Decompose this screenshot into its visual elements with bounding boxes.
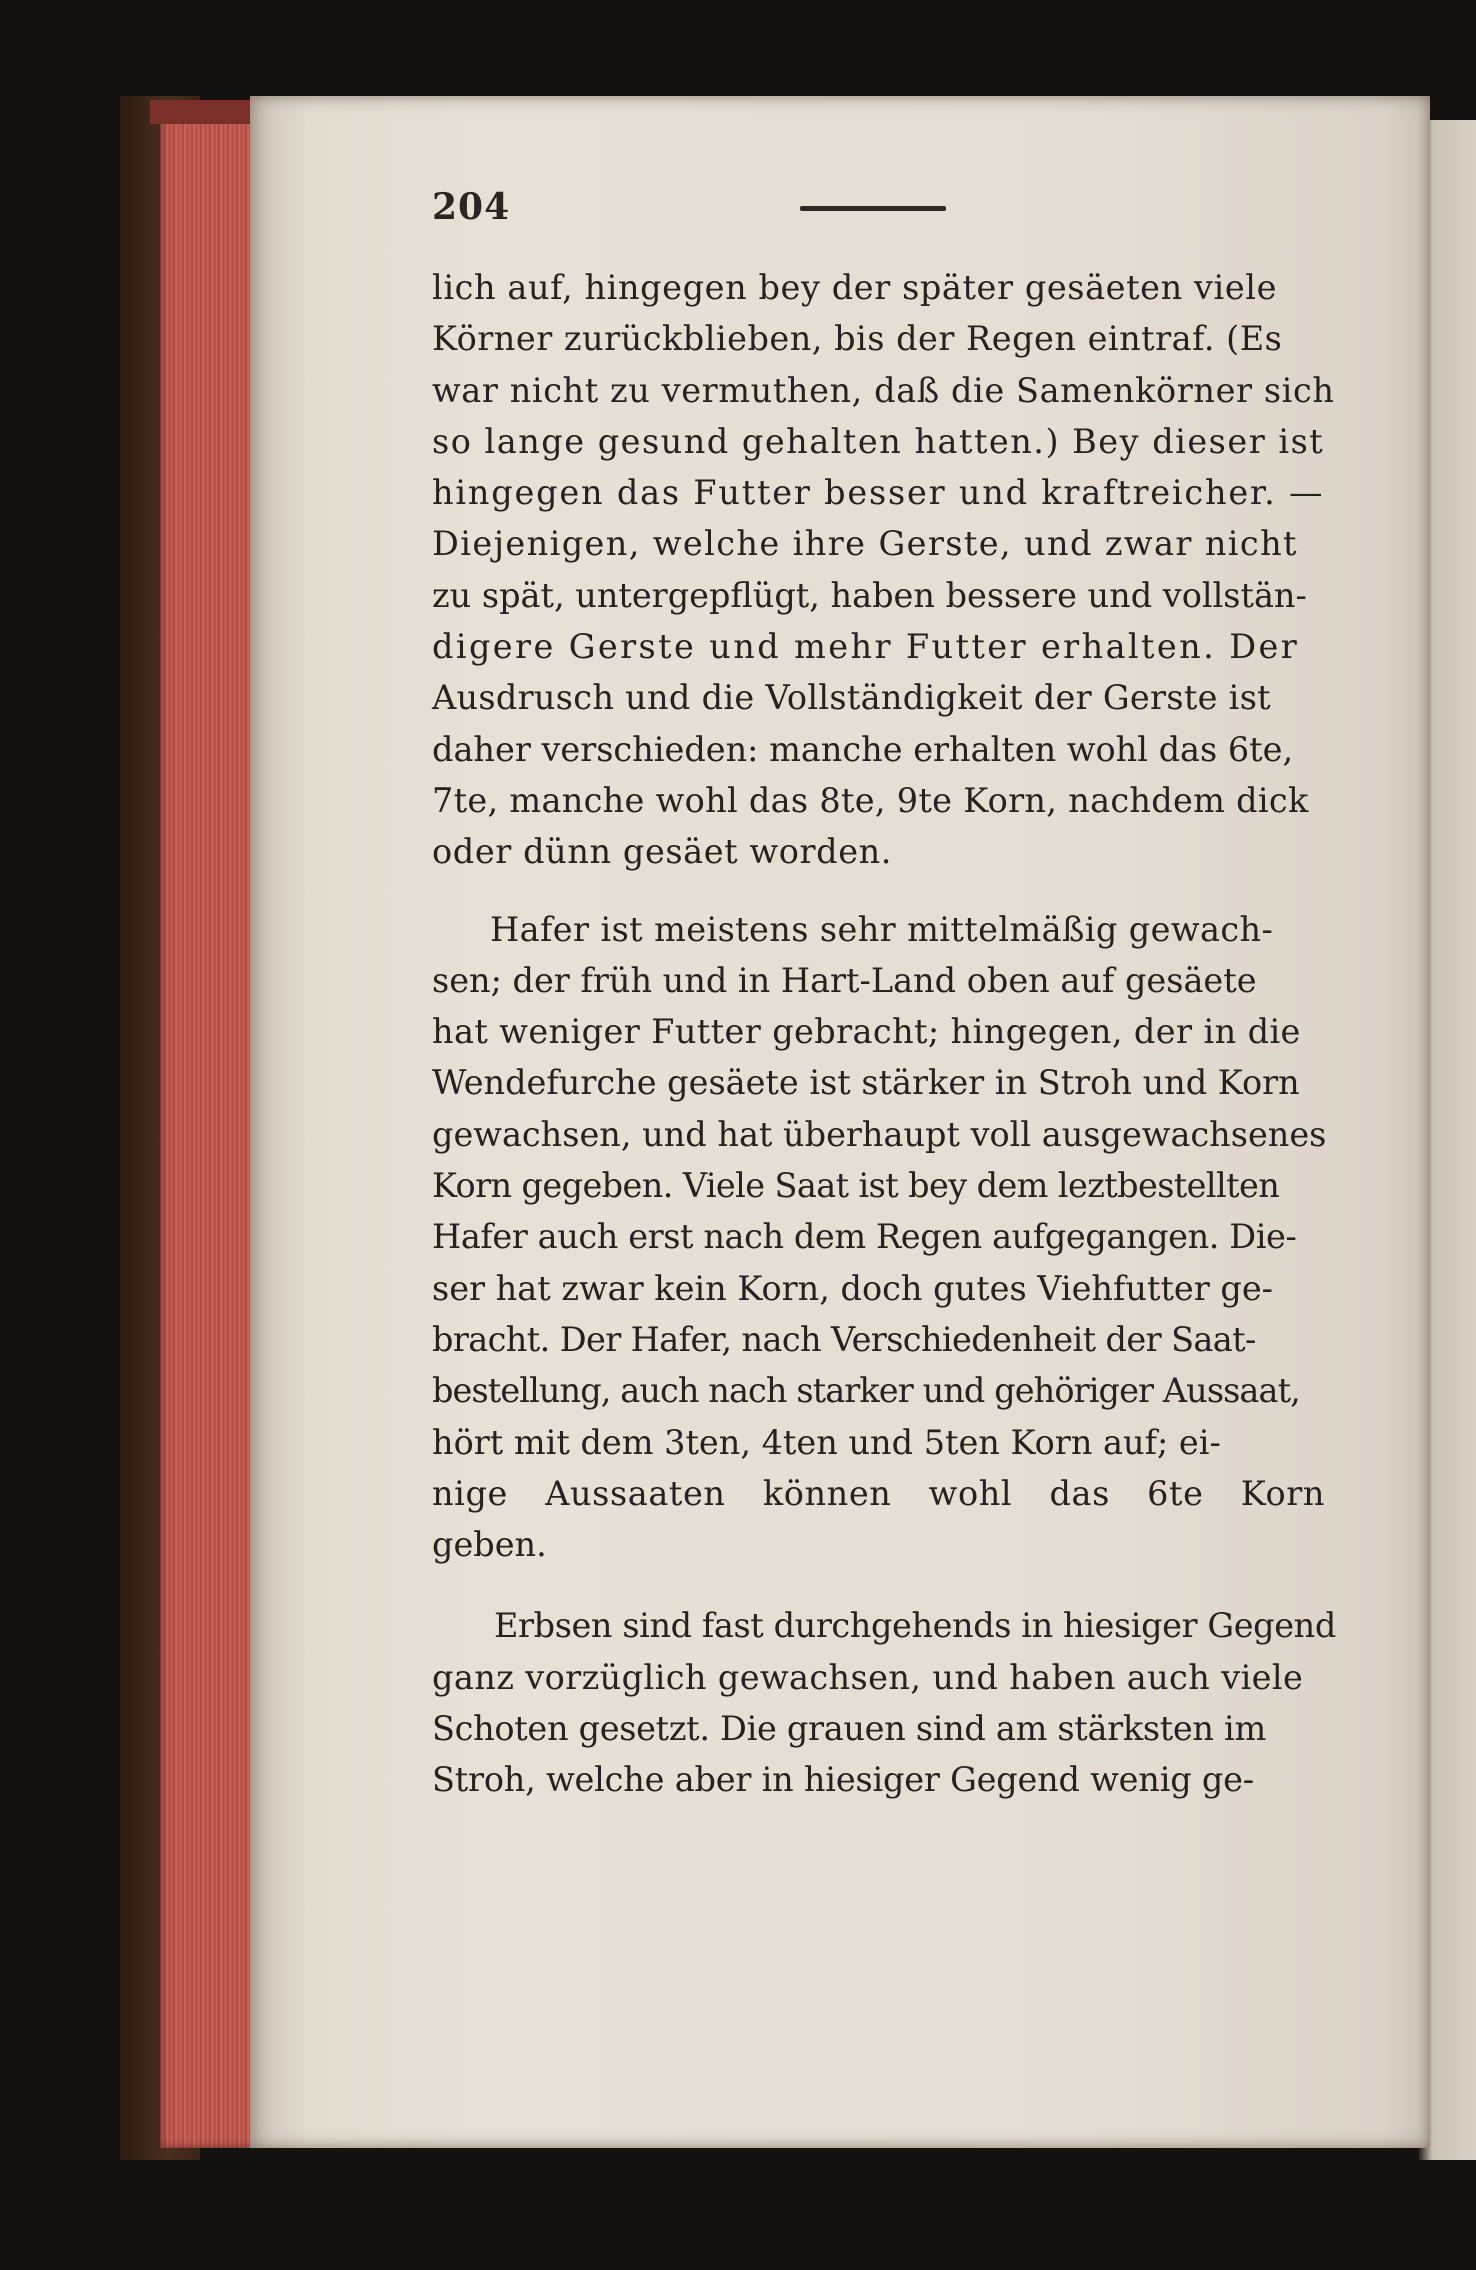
text-line: nige Aussaaten können wohl das 6te Korn [432, 1473, 1326, 1513]
page-header [432, 186, 1312, 242]
text-line: Ausdrusch und die Vollständigkeit der Gerste ist [432, 678, 1271, 718]
text-line: geben. [432, 1525, 547, 1565]
text-line: Wendefurche gesäete ist stärker in Stroh und Korn [432, 1063, 1300, 1103]
page-body [432, 262, 1336, 1806]
text-line: hingegen das Futter besser und kraftreicher. — [432, 473, 1325, 513]
paragraph-hafer [432, 904, 1327, 1571]
text-line: so lange gesund gehalten hatten.) Bey dieser ist [432, 421, 1325, 461]
text-line: Körner zurückblieben, bis der Regen eintraf. (Es [432, 319, 1283, 359]
text-line: digere Gerste und mehr Futter erhalten. Der [432, 627, 1300, 667]
page-number: 204 [432, 186, 511, 228]
text-line: Hafer ist meistens sehr mittelmäßig gewach- [490, 909, 1274, 949]
text-line: daher verschieden: manche erhalten wohl das 6te, [432, 729, 1294, 769]
text-line: Diejenigen, welche ihre Gerste, und zwar nicht [432, 524, 1298, 564]
text-line: Schoten gesetzt. Die grauen sind am stärksten im [432, 1709, 1266, 1749]
text-line: hört mit dem 3ten, 4ten und 5ten Korn auf; ei- [432, 1422, 1221, 1462]
text-line: zu spät, untergepflügt, haben bessere und vollstän- [432, 575, 1307, 615]
text-line: sen; der früh und in Hart-Land oben auf gesäete [432, 960, 1257, 1000]
text-line: oder dünn gesäet worden. [432, 832, 893, 872]
text-line: Erbsen sind fast durchgehends in hiesiger Gegend [494, 1606, 1336, 1646]
header-rule [800, 206, 946, 211]
paragraph-gerste [432, 262, 1335, 878]
paragraph-erbsen [432, 1600, 1336, 1805]
text-line: war nicht zu vermuthen, daß die Samenkörner sich [432, 370, 1335, 410]
text-line: Hafer auch erst nach dem Regen aufgegangen. Die- [432, 1217, 1297, 1257]
text-line: Stroh, welche aber in hiesiger Gegend wenig ge- [432, 1760, 1254, 1800]
text-line: 7te, manche wohl das 8te, 9te Korn, nachdem dick [432, 780, 1309, 820]
text-line: hat weniger Futter gebracht; hingegen, der in die [432, 1012, 1301, 1052]
text-line: ganz vorzüglich gewachsen, und haben auch viele [432, 1657, 1304, 1697]
text-line: ser hat zwar kein Korn, doch gutes Viehfutter ge- [432, 1268, 1273, 1308]
text-line: lich auf, hingegen bey der später gesäeten viele [432, 268, 1278, 307]
text-line: Korn gegeben. Viele Saat ist bey dem leztbestellten [432, 1166, 1280, 1206]
text-line: bracht. Der Hafer, nach Verschiedenheit der Saat- [432, 1319, 1256, 1359]
text-line: bestellung, auch nach starker und gehöriger Aussaat, [432, 1371, 1300, 1411]
text-line: gewachsen, und hat überhaupt voll ausgewachsenes [432, 1114, 1327, 1154]
red-page-edges [160, 112, 258, 2148]
